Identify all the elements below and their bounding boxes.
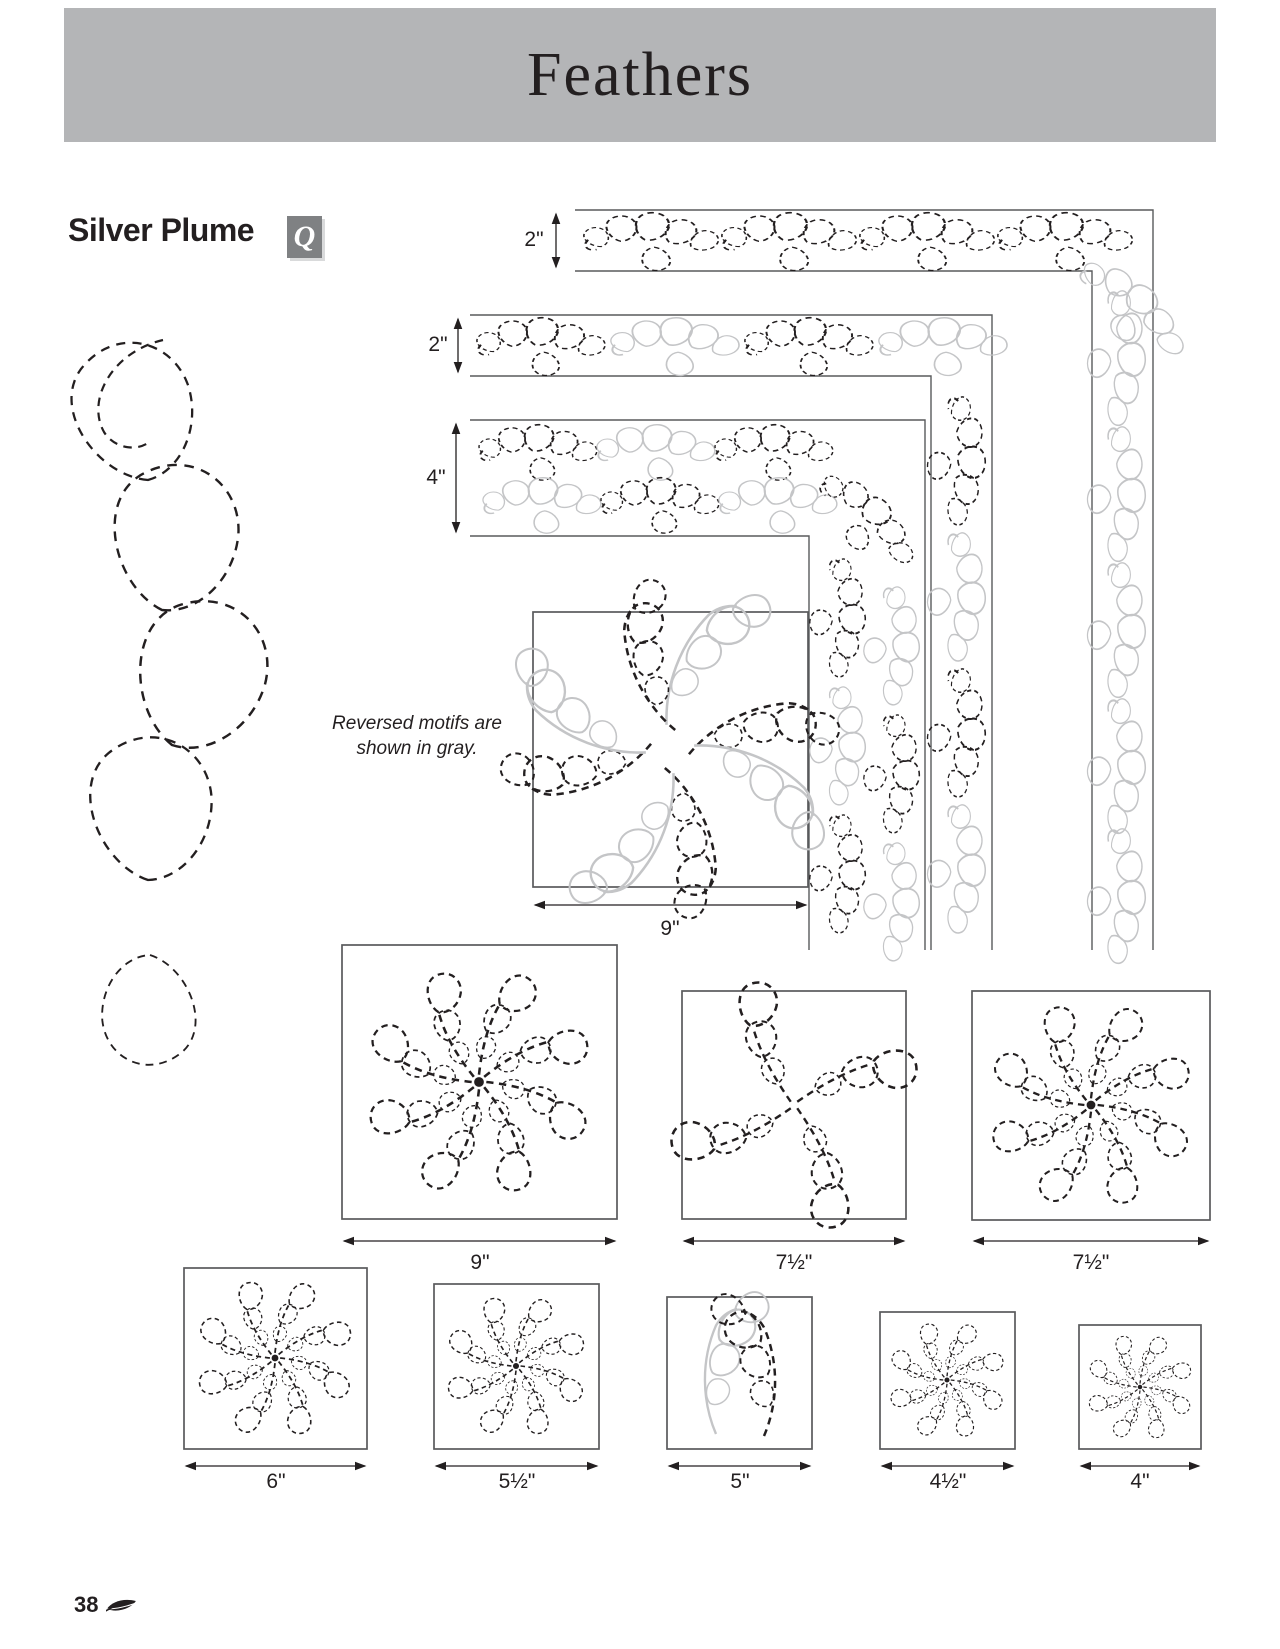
dim-label-9in: 9" — [470, 1251, 490, 1274]
block-7half-pinwheel — [972, 991, 1210, 1220]
dimension-arrows — [186, 214, 1208, 1466]
border-middle-2in-edges — [470, 315, 992, 950]
block-7half-cross — [653, 964, 935, 1246]
block-5half-pinwheel — [434, 1284, 599, 1449]
block-4half-pinwheel — [880, 1312, 1015, 1449]
dim-label-6in: 6" — [266, 1470, 286, 1493]
border-inner-4in-motifs — [475, 424, 932, 965]
block-center-9in — [452, 531, 887, 966]
block-4in-pinwheel — [1079, 1325, 1201, 1449]
page-number: 38 — [74, 1592, 99, 1617]
dim-label-7half-a: 7½" — [775, 1251, 813, 1274]
dim-label-4half: 4½" — [929, 1470, 967, 1493]
dim-label-center-block: 9" — [660, 917, 680, 940]
page-footer — [74, 1592, 140, 1618]
reversed-motifs-note — [332, 711, 502, 761]
pattern-title: Silver Plume — [68, 212, 255, 248]
block-5in-plume-pair — [667, 1287, 812, 1449]
feather-icon — [106, 1594, 140, 1616]
silver-plume-master-motif — [52, 322, 274, 1075]
note-line-1: Reversed motifs are — [331, 713, 503, 734]
block-9in-pinwheel — [342, 945, 617, 1219]
dim-label-border-outer: 2" — [524, 228, 544, 251]
dim-label-7half-b: 7½" — [1072, 1251, 1110, 1274]
dim-label-5half: 5½" — [498, 1470, 536, 1493]
note-line-2: shown in gray. — [356, 738, 478, 759]
dim-label-4in: 4" — [1130, 1470, 1150, 1493]
chapter-title: Feathers — [526, 40, 754, 109]
dim-label-border-middle: 2" — [428, 333, 448, 356]
q-monogram-letter: Q — [293, 220, 316, 253]
dim-label-5in: 5" — [730, 1470, 750, 1493]
block-6in-pinwheel — [184, 1268, 367, 1449]
dim-label-border-inner: 4" — [426, 466, 446, 489]
